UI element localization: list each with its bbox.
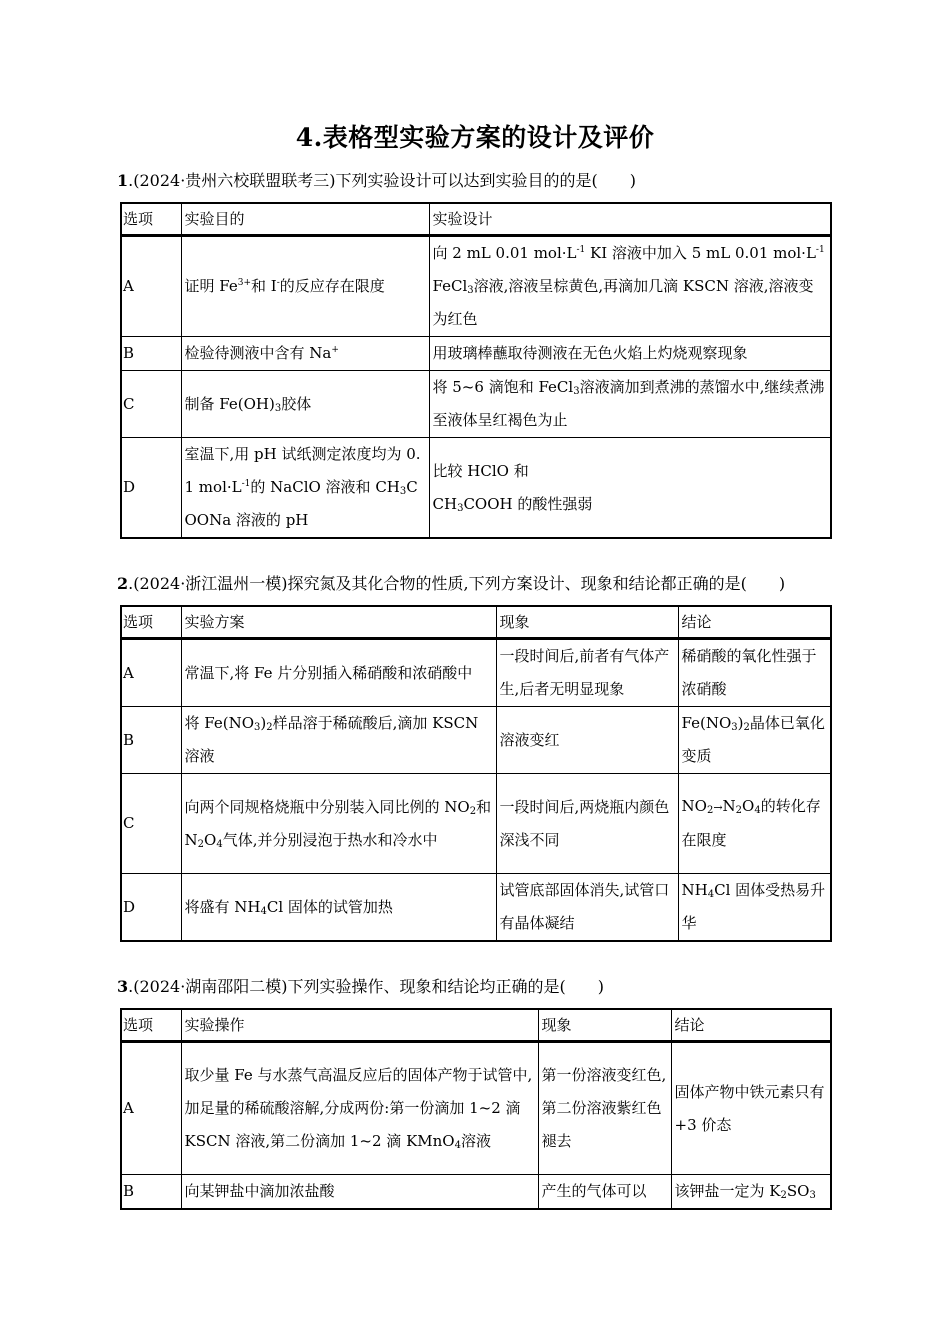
table-row — [121, 1042, 831, 1175]
table-header-row — [121, 1009, 831, 1042]
q1-table — [120, 202, 832, 539]
question-number: 2 — [117, 574, 129, 593]
table-row — [121, 236, 831, 337]
operation-cell: 向某钾盐中滴加浓盐酸 — [181, 1175, 538, 1210]
option-label: B — [121, 337, 181, 371]
question-number: 3 — [117, 977, 129, 996]
header-conclusion: 结论 — [671, 1009, 831, 1042]
arrow-icon: → — [713, 801, 723, 814]
phenomenon-cell: 第一份溶液变红色,第二份溶液紫红色褪去 — [538, 1042, 671, 1175]
table-row — [121, 639, 831, 707]
conclusion-cell: 固体产物中铁元素只有+3 价态 — [671, 1042, 831, 1175]
phenomenon-cell: 一段时间后,两烧瓶内颜色深浅不同 — [496, 774, 678, 874]
operation-cell: 取少量 Fe 与水蒸气高温反应后的固体产物于试管中,加足量的稀硫酸溶解,分成两份:第一份滴加 1~2 滴 KSCN 溶液,第二份滴加 1~2 滴 KMnO$_4$溶液 — [181, 1042, 538, 1175]
option-label: D — [121, 438, 181, 539]
option-label: A — [121, 639, 181, 707]
conclusion-cell: $Fe(NO_3)_2$晶体已氧化变质 — [678, 707, 831, 774]
table-row — [121, 337, 831, 371]
header-design: 实验设计 — [429, 203, 831, 236]
option-label: B — [121, 707, 181, 774]
header-goal: 实验目的 — [181, 203, 429, 236]
goal-cell: 制备 $Fe(OH)_3$胶体 — [181, 371, 429, 438]
conclusion-cell: 该钾盐一定为 $K_2SO_3$ — [671, 1175, 831, 1210]
table-header-row — [121, 606, 831, 639]
option-label: A — [121, 1042, 181, 1175]
option-label: D — [121, 874, 181, 942]
question-3 — [117, 976, 604, 998]
table-row — [121, 874, 831, 942]
question-text: 探究氮及其化合物的性质,下列方案设计、现象和结论都正确的是( ) — [287, 574, 786, 593]
question-text: 下列实验操作、现象和结论均正确的是( ) — [287, 977, 605, 996]
conclusion-cell: $NH_4Cl$ 固体受热易升华 — [678, 874, 831, 942]
option-label: B — [121, 1175, 181, 1210]
header-operation: 实验操作 — [181, 1009, 538, 1042]
q2-table — [120, 605, 832, 942]
table-header-row — [121, 203, 831, 236]
plan-cell: 向两个同规格烧瓶中分别装入同比例的 $NO_2$和 $N_2O_4$气体,并分别浸泡于热水和冷水中 — [181, 774, 496, 874]
plan-cell: 将 $Fe(NO_3)_2$样品溶于稀硫酸后,滴加 KSCN 溶液 — [181, 707, 496, 774]
question-source: .(2024·浙江温州一模) — [128, 574, 288, 593]
table-row — [121, 707, 831, 774]
question-source: .(2024·贵州六校联盟联考三) — [128, 171, 336, 190]
plan-cell: 常温下,将 Fe 片分别插入稀硝酸和浓硝酸中 — [181, 639, 496, 707]
option-label: C — [121, 371, 181, 438]
phenomenon-cell: 溶液变红 — [496, 707, 678, 774]
conclusion-cell: 稀硝酸的氧化性强于浓硝酸 — [678, 639, 831, 707]
option-label: C — [121, 774, 181, 874]
conclusion-cell: $NO_2\to N_2O_4$的转化存在限度 — [678, 774, 831, 874]
phenomenon-cell: 试管底部固体消失,试管口有晶体凝结 — [496, 874, 678, 942]
question-source: .(2024·湖南邵阳二模) — [128, 977, 288, 996]
goal-cell: 室温下,用 pH 试纸测定浓度均为 0.1 $mol\cdot L^{-1}$的 NaClO 溶液和 $CH_3COONa$ 溶液的 pH — [181, 438, 429, 539]
header-option: 选项 — [121, 203, 181, 236]
phenomenon-cell: 一段时间后,前者有气体产生,后者无明显现象 — [496, 639, 678, 707]
design-cell: 向 2 mL 0.01 $mol\cdot L^{-1}$ KI 溶液中加入 5 mL 0.01 $mol\cdot L^{-1}$ FeCl$_3$溶液,溶液呈棕黄色,再滴加几滴 KSCN 溶液,溶液变为红色 — [429, 236, 831, 337]
option-label: A — [121, 236, 181, 337]
plan-cell: 将盛有 $NH_4Cl$ 固体的试管加热 — [181, 874, 496, 942]
question-text: 下列实验设计可以达到实验目的的是( ) — [335, 171, 637, 190]
question-number: 1 — [117, 171, 129, 190]
design-cell: 比较 HClO 和 $CH_3COOH$ 的酸性强弱 — [429, 438, 831, 539]
page-title: 4.表格型实验方案的设计及评价 — [295, 123, 655, 152]
goal-cell: 证明 $Fe^{3+}$和 I-的反应存在限度 — [181, 236, 429, 337]
header-option: 选项 — [121, 1009, 181, 1042]
table-row — [121, 371, 831, 438]
table-row — [121, 438, 831, 539]
goal-cell: 检验待测液中含有 Na+ — [181, 337, 429, 371]
header-phenomenon: 现象 — [538, 1009, 671, 1042]
header-option: 选项 — [121, 606, 181, 639]
header-conclusion: 结论 — [678, 606, 831, 639]
question-1 — [117, 170, 636, 192]
table-row — [121, 1175, 831, 1210]
header-plan: 实验方案 — [181, 606, 496, 639]
question-2 — [117, 573, 785, 595]
phenomenon-cell: 产生的气体可以 — [538, 1175, 671, 1210]
design-cell: 用玻璃棒蘸取待测液在无色火焰上灼烧观察现象 — [429, 337, 831, 371]
header-phenomenon: 现象 — [496, 606, 678, 639]
q3-table — [120, 1008, 832, 1210]
design-cell: 将 5~6 滴饱和 FeCl$_3$溶液滴加到煮沸的蒸馏水中,继续煮沸至液体呈红褐色为止 — [429, 371, 831, 438]
table-row — [121, 774, 831, 874]
